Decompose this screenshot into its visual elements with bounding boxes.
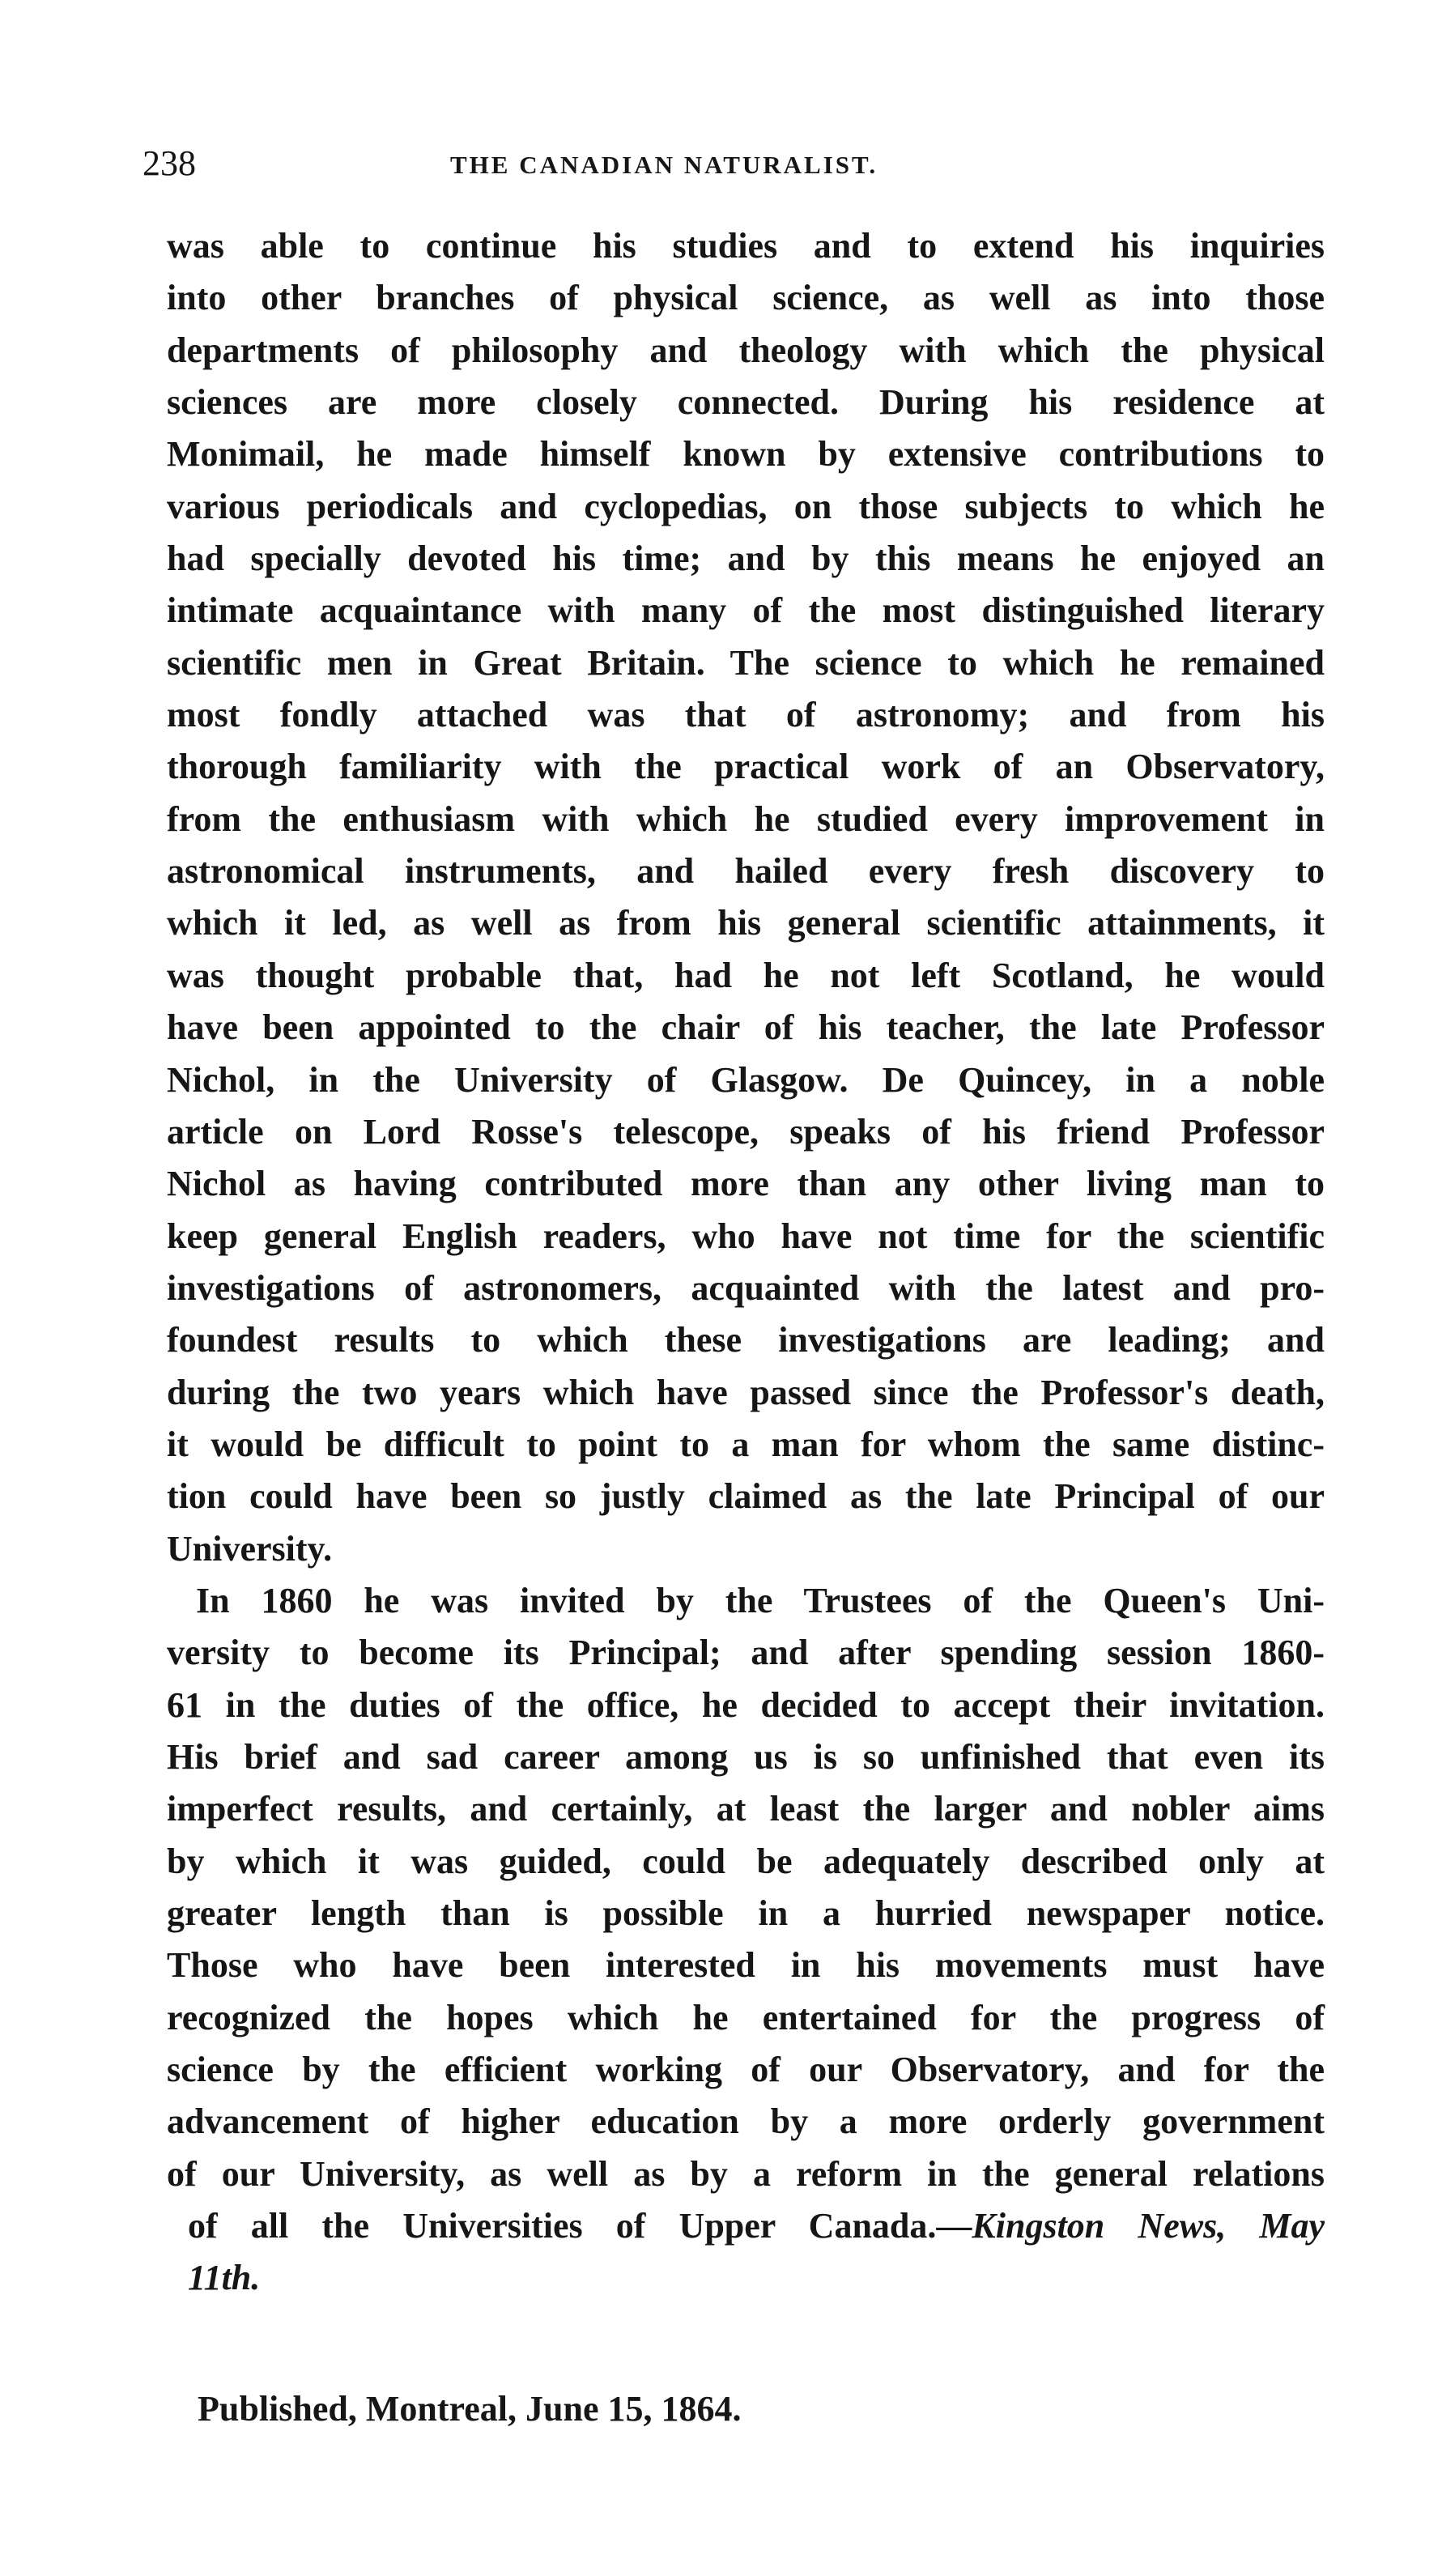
text-line: into other branches of physical science, as well as into those [167, 278, 1325, 318]
page-number: 238 [142, 143, 196, 183]
text-line: have been appointed to the chair of his teacher, the late Professor [167, 1007, 1325, 1048]
text-line: greater length than is possible in a hurried newspaper notice. [167, 1893, 1325, 1933]
text-line: 61 in the duties of the office, he decided to accept their invitation. [167, 1684, 1325, 1725]
text-line: foundest results to which these investigations are leading; and [167, 1320, 1325, 1360]
text-line: intimate acquaintance with many of the most distinguished literary [167, 590, 1325, 631]
article-text [167, 220, 1325, 2305]
source-date: 11th. [188, 2258, 261, 2298]
text-line: recognized the hopes which he entertained for the progress of [167, 1997, 1325, 2037]
running-head [142, 139, 1333, 188]
text-line: of our University, as well as by a reform in the general relations [167, 2153, 1325, 2194]
text-line: keep general English readers, who have not time for the scientific [167, 1216, 1325, 1256]
text-line: Monimail, he made himself known by extensive contributions to [167, 434, 1325, 475]
paragraph-1 [167, 220, 1325, 1575]
text-line: investigations of astronomers, acquainted with the latest and pro- [167, 1267, 1325, 1308]
text-line-with-source [167, 2200, 1325, 2252]
text-line: departments of philosophy and theology with which the physical [167, 330, 1325, 370]
text-line: was able to continue his studies and to extend his inquiries [167, 226, 1325, 266]
text-line: advancement of higher education by a more orderly government [167, 2101, 1325, 2142]
text-line: His brief and sad career among us is so unfinished that even its [167, 1736, 1325, 1777]
text-line: astronomical instruments, and hailed every fresh discovery to [167, 851, 1325, 892]
text-line: In 1860 he was invited by the Trustees of the Queen's Uni- [196, 1580, 1325, 1620]
text-line: was thought probable that, had he not left Scotland, he would [167, 955, 1325, 995]
text-line: Nichol, in the University of Glasgow. De Quincey, in a noble [167, 1059, 1325, 1100]
publication-line: Published, Montreal, June 15, 1864. [198, 2389, 742, 2429]
text-line: from the enthusiasm with which he studied every improvement in [167, 798, 1325, 839]
text-line: various periodicals and cyclopedias, on those subjects to which he [167, 486, 1325, 526]
text-line: thorough familiarity with the practical work of an Observatory, [167, 747, 1325, 787]
text-line: which it led, as well as from his general scientific attainments, it [167, 903, 1325, 943]
text-line: scientific men in Great Britain. The science to which he remained [167, 642, 1325, 683]
text-line: imperfect results, and certainly, at least the larger and nobler aims [167, 1789, 1325, 1829]
text-line: by which it was guided, could be adequately described only at [167, 1841, 1325, 1881]
text-line: sciences are more closely connected. During his residence at [167, 382, 1325, 423]
text-line: versity to become its Principal; and after spending session 1860- [167, 1633, 1325, 1673]
text-line: tion could have been so justly claimed as the late Principal of our [167, 1476, 1325, 1517]
journal-title: THE CANADIAN NATURALIST. [450, 151, 878, 179]
text-line: had specially devoted his time; and by this means he enjoyed an [167, 539, 1325, 579]
closing-text: of all the Universities of Upper Canada.— [188, 2206, 972, 2246]
text-line: most fondly attached was that of astronomy; and from his [167, 695, 1325, 735]
text-line: science by the efficient working of our Observatory, and for the [167, 2050, 1325, 2090]
text-line: Nichol as having contributed more than any other living man to [167, 1164, 1325, 1204]
text-line: during the two years which have passed since the Professor's death, [167, 1372, 1325, 1412]
text-line: article on Lord Rosse's telescope, speaks of his friend Professor [167, 1111, 1325, 1152]
text-line: it would be difficult to point to a man for whom the same distinc- [167, 1424, 1325, 1464]
paragraph-2 [167, 1575, 1325, 2305]
text-line: University. [167, 1528, 333, 1569]
source-date-line [167, 2252, 1325, 2304]
source-citation: Kingston News, May [972, 2206, 1325, 2246]
text-line: Those who have been interested in his movements must have [167, 1945, 1325, 1986]
